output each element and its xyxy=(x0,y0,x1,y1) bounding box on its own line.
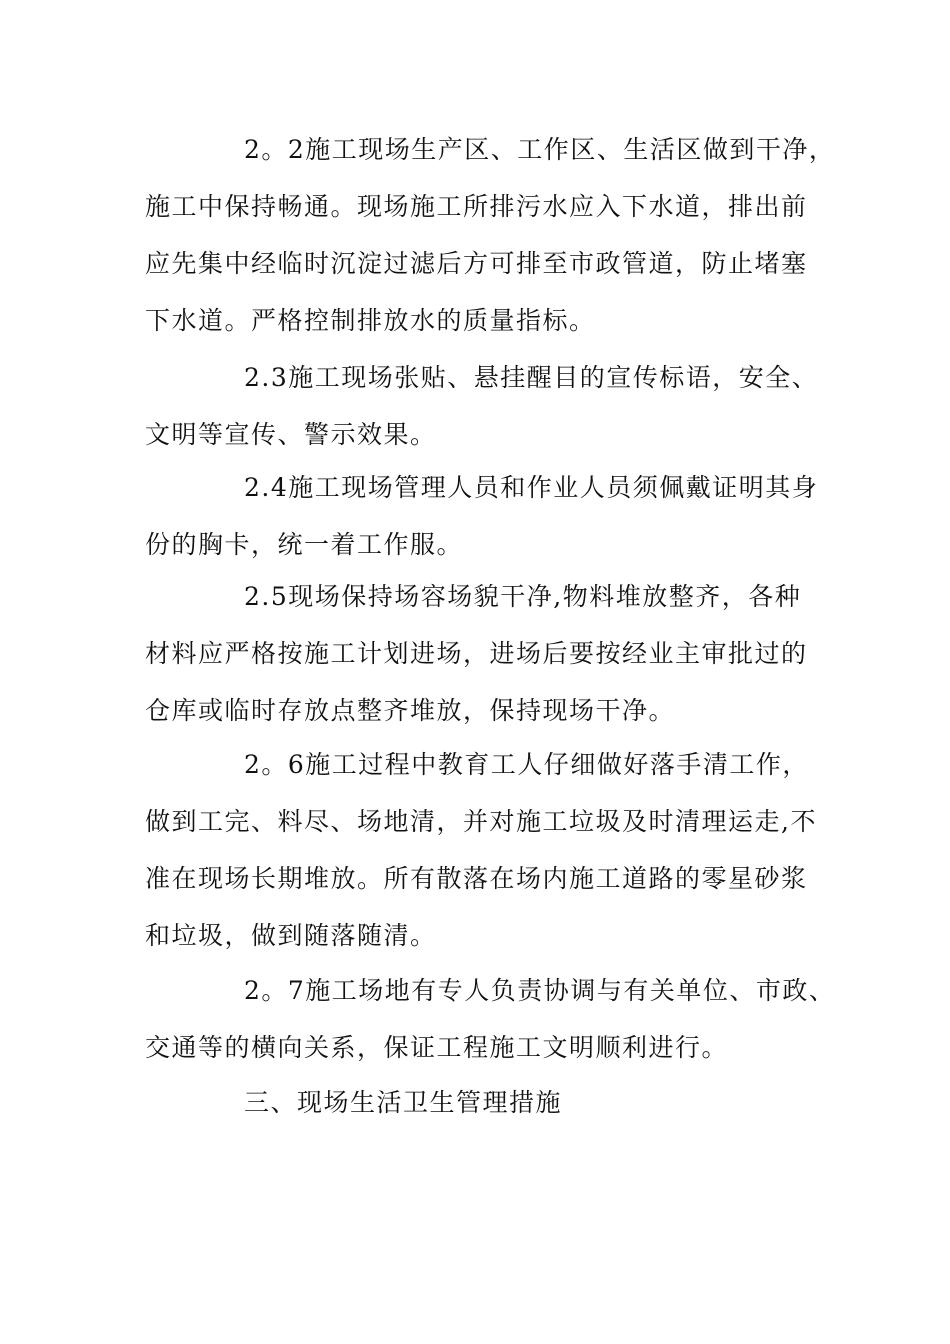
paragraph-line: 2.5现场保持场容场貌干净,物料堆放整齐，各种 xyxy=(244,582,802,611)
paragraph-line: 施工中保持畅通。现场施工所排污水应入下水道，排出前 xyxy=(145,192,808,221)
paragraph-line: 2。7施工场地有专人负责协调与有关单位、市政、 xyxy=(244,976,836,1005)
paragraph-line: 做到工完、料尽、场地清，并对施工垃圾及时清理运走,不 xyxy=(145,807,817,836)
paragraph-line: 和垃圾，做到随落随清。 xyxy=(145,921,437,950)
section-heading: 三、现场生活卫生管理措施 xyxy=(244,1088,563,1117)
paragraph-line: 仓库或临时存放点整齐堆放，保持现场干净。 xyxy=(145,696,676,725)
paragraph-line: 下水道。严格控制排放水的质量指标。 xyxy=(145,306,596,335)
paragraph-line: 应先集中经临时沉淀过滤后方可排至市政管道，防止堵塞 xyxy=(145,249,808,278)
paragraph-line: 份的胸卡，统一着工作服。 xyxy=(145,530,464,559)
paragraph-line: 2。6施工过程中教育工人仔细做好落手清工作， xyxy=(244,750,809,779)
paragraph-line: 交通等的横向关系，保证工程施工文明顺利进行。 xyxy=(145,1033,729,1062)
paragraph-line: 文明等宣传、警示效果。 xyxy=(145,420,437,449)
paragraph-line: 2.3施工现场张贴、悬挂醒目的宣传标语，安全、 xyxy=(244,363,819,392)
paragraph-line: 2。2施工现场生产区、工作区、生活区做到干净， xyxy=(244,135,836,164)
paragraph-line: 材料应严格按施工计划进场，进场后要按经业主审批过的 xyxy=(145,639,808,668)
paragraph-line: 准在现场长期堆放。所有散落在场内施工道路的零星砂浆 xyxy=(145,864,808,893)
paragraph-line: 2.4施工现场管理人员和作业人员须佩戴证明其身 xyxy=(244,473,819,502)
